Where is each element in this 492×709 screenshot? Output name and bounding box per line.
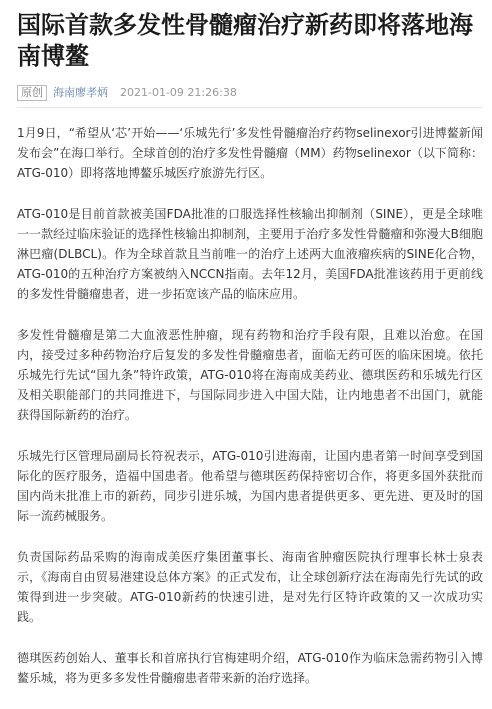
article-title: 国际首款多发性骨髓瘤治疗新药即将落地海南博鳌 — [17, 11, 473, 70]
paragraph: 负责国际药品采购的海南成美医疗集团董事长、海南省肿瘤医院执行理事长林士泉表示，《海南自由贸易港建设总体方案》的正式发布，让全球创新疗法在海南先行先试的政策得到进一步突破。ATG-010新药的快速引进，是对先行区特许政策的又一次成功实践。 — [17, 550, 483, 624]
paragraph: 德琪医药创始人、董事长和首席执行官梅建明介绍，ATG-010作为临床急需药物引入博鳌乐城，将为更多多发性骨髓瘤患者带来新的治疗选择。 — [17, 651, 483, 685]
meta-divider — [17, 107, 483, 108]
original-tag: 原创 — [17, 85, 47, 101]
author-link[interactable]: 海南廖孝炳 — [53, 86, 108, 99]
paragraph: 1月9日，“希望从‘芯’开始——‘乐城先行’多发性骨髓瘤治疗药物selinexor引进博鳌新闻发布会”在海口举行。全球首创的治疗多发性骨髓瘤（MM）药物selinexor（以下简称：ATG-010）即将落地博鳌乐城医疗旅游先行区。 — [17, 126, 483, 180]
paragraph: 多发性骨髓瘤是第二大血液恶性肿瘤，现有药物和治疗手段有限，且难以治愈。在国内，接受过多种药物治疗后复发的多发性骨髓瘤患者，面临无药可医的临床困境。依托乐城先行先试“国九条”特许政策，ATG-010将在海南成美药业、德琪医药和乐城先行区及相关职能部门的共同推进下，与国际同步进入中国大陆，让内地患者不出国门，就能获得国际新药的治疗。 — [17, 328, 483, 422]
paragraph: ATG-010是目前首款被美国FDA批准的口服选择性核输出抑制剂（SINE），更是全球唯一一款经过临床验证的选择性核输出抑制剂，主要用于治疗多发性骨髓瘤和弥漫大B细胞淋巴瘤(DLBCL)。作为全球首款且当前唯一的治疗上述两大血液瘤疾病的SINE化合物，ATG-010的五种治疗方案被纳入NCCN指南。去年12月，美国FDA批准该药用于更前线的多发性骨髓瘤患者，进一步拓宽该产品的临床应用。 — [17, 207, 483, 301]
paragraph: 乐城先行区管理局副局长符祝表示，ATG-010引进海南，让国内患者第一时间享受到国际化的医疗服务，造福中国患者。他希望与德琪医药保持密切合作，将更多国外获批而国内尚未批准上市的新药，同步引进乐城，为国内患者提供更多、更先进、更及时的国际一流药械服务。 — [17, 449, 483, 523]
article-body — [17, 123, 483, 688]
article-meta — [17, 85, 483, 101]
publish-datetime: 2021-01-09 21:26:38 — [120, 86, 237, 99]
article — [17, 10, 483, 709]
